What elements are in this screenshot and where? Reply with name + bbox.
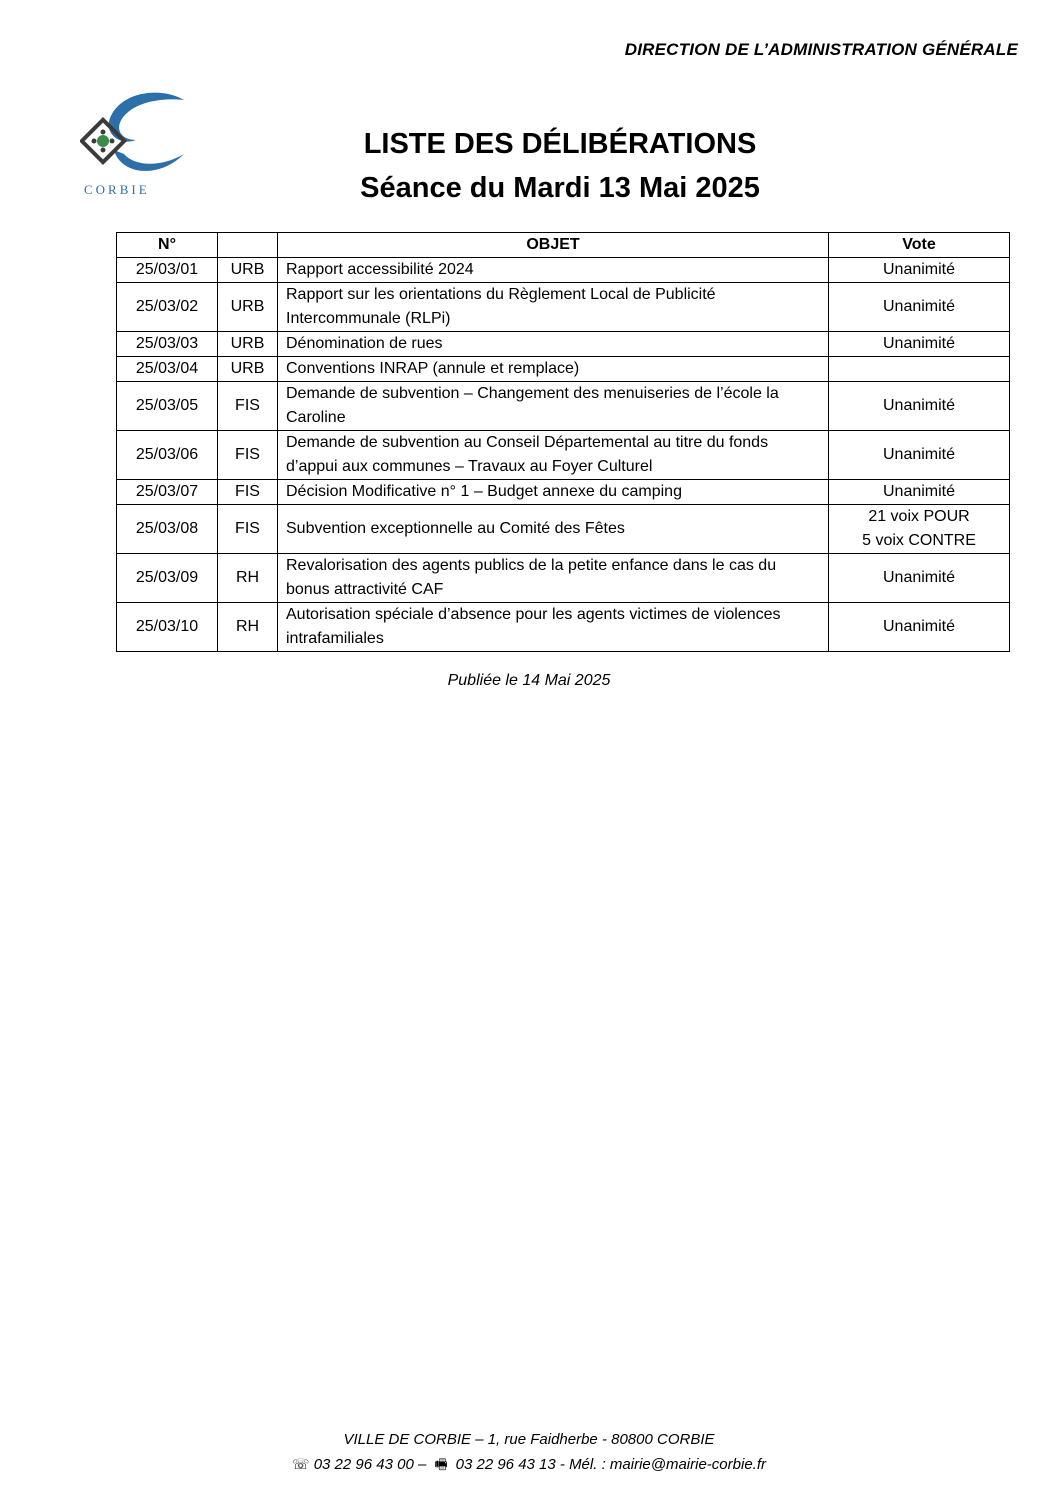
row-service: FIS: [218, 431, 278, 480]
logo-emblem-center: [97, 135, 109, 147]
row-vote: [829, 554, 1010, 603]
table-row: [117, 283, 1010, 332]
page-title: [260, 122, 860, 210]
table-row: [117, 554, 1010, 603]
publication-date: [0, 672, 1058, 690]
row-service: URB: [218, 332, 278, 357]
header-object: OBJET: [278, 233, 829, 258]
footer-address: VILLE DE CORBIE – 1, rue Faidherbe - 80800 CORBIE: [343, 1431, 715, 1448]
vote-line: Unanimité: [882, 569, 956, 586]
title-line-2: Séance du Mardi 13 Mai 2025: [360, 172, 760, 204]
row-vote: [829, 332, 1010, 357]
vote-line: Unanimité: [882, 335, 956, 352]
row-service: FIS: [218, 480, 278, 505]
footer-phone: 03 22 96 43 00 –: [313, 1456, 427, 1473]
table-body: [117, 258, 1010, 652]
header-vote: Vote: [829, 233, 1010, 258]
row-object: Rapport accessibilité 2024: [278, 258, 829, 283]
row-object: Demande de subvention – Changement des menuiseries de l’école la Caroline: [278, 382, 829, 431]
phone-icon: ☏: [292, 1456, 310, 1472]
row-service: FIS: [218, 382, 278, 431]
table-row: [117, 332, 1010, 357]
row-number: 25/03/06: [117, 431, 218, 480]
row-service: RH: [218, 603, 278, 652]
row-number: 25/03/09: [117, 554, 218, 603]
row-number: 25/03/01: [117, 258, 218, 283]
row-vote: [829, 480, 1010, 505]
table-row: [117, 603, 1010, 652]
vote-line: Unanimité: [882, 298, 956, 315]
row-vote: [829, 283, 1010, 332]
footer: [0, 1428, 1058, 1477]
row-number: 25/03/03: [117, 332, 218, 357]
row-vote: [829, 505, 1010, 554]
row-object: Subvention exceptionnelle au Comité des Fêtes: [278, 505, 829, 554]
header-service: [218, 233, 278, 258]
row-service: URB: [218, 258, 278, 283]
table-row: [117, 357, 1010, 382]
logo-text: CORBIE: [84, 182, 150, 197]
row-vote: [829, 382, 1010, 431]
row-object: Revalorisation des agents publics de la petite enfance dans le cas du bonus attractivité CAF: [278, 554, 829, 603]
table-row: [117, 258, 1010, 283]
table-row: [117, 480, 1010, 505]
row-service: RH: [218, 554, 278, 603]
row-service: URB: [218, 283, 278, 332]
publication-text: Publiée le 14 Mai 2025: [447, 672, 611, 689]
row-vote: [829, 431, 1010, 480]
title-line-1: LISTE DES DÉLIBÉRATIONS: [363, 128, 757, 160]
table-row: [117, 431, 1010, 480]
row-object: Demande de subvention au Conseil Départemental au titre du fonds d’appui aux communes – Travaux au Foyer Culturel: [278, 431, 829, 480]
row-number: 25/03/08: [117, 505, 218, 554]
row-number: 25/03/02: [117, 283, 218, 332]
row-number: 25/03/10: [117, 603, 218, 652]
row-object: Décision Modificative n° 1 – Budget annexe du camping: [278, 480, 829, 505]
fax-icon: 🖷: [430, 1456, 452, 1472]
table-row: [117, 382, 1010, 431]
vote-line: Unanimité: [882, 261, 956, 278]
row-number: 25/03/05: [117, 382, 218, 431]
header-num: N°: [117, 233, 218, 258]
vote-line: Unanimité: [882, 397, 956, 414]
vote-line: Unanimité: [882, 483, 956, 500]
row-object: Rapport sur les orientations du Règlement Local de Publicité Intercommunale (RLPi): [278, 283, 829, 332]
vote-line: 21 voix POUR: [868, 508, 970, 525]
vote-line: 5 voix CONTRE: [862, 532, 976, 549]
vote-line: Unanimité: [882, 446, 956, 463]
vote-line: Unanimité: [882, 618, 956, 635]
footer-fax-email: 03 22 96 43 13 - Mél. : mairie@mairie-corbie.fr: [455, 1456, 766, 1473]
logo-swoosh-lower: [114, 150, 184, 171]
row-service: FIS: [218, 505, 278, 554]
department-header: DIRECTION DE L’ADMINISTRATION GÉNÉRALE: [624, 40, 1018, 59]
deliberations-table: [116, 232, 1010, 652]
row-object: Dénomination de rues: [278, 332, 829, 357]
row-vote: [829, 258, 1010, 283]
row-vote: [829, 357, 1010, 382]
table-row: [117, 505, 1010, 554]
row-number: 25/03/04: [117, 357, 218, 382]
row-object: Autorisation spéciale d’absence pour les agents victimes de violences intrafamiliales: [278, 603, 829, 652]
footer-contact: [0, 1452, 1058, 1477]
row-number: 25/03/07: [117, 480, 218, 505]
row-service: URB: [218, 357, 278, 382]
row-object: Conventions INRAP (annule et remplace): [278, 357, 829, 382]
row-vote: [829, 603, 1010, 652]
table-header-row: [117, 233, 1010, 258]
